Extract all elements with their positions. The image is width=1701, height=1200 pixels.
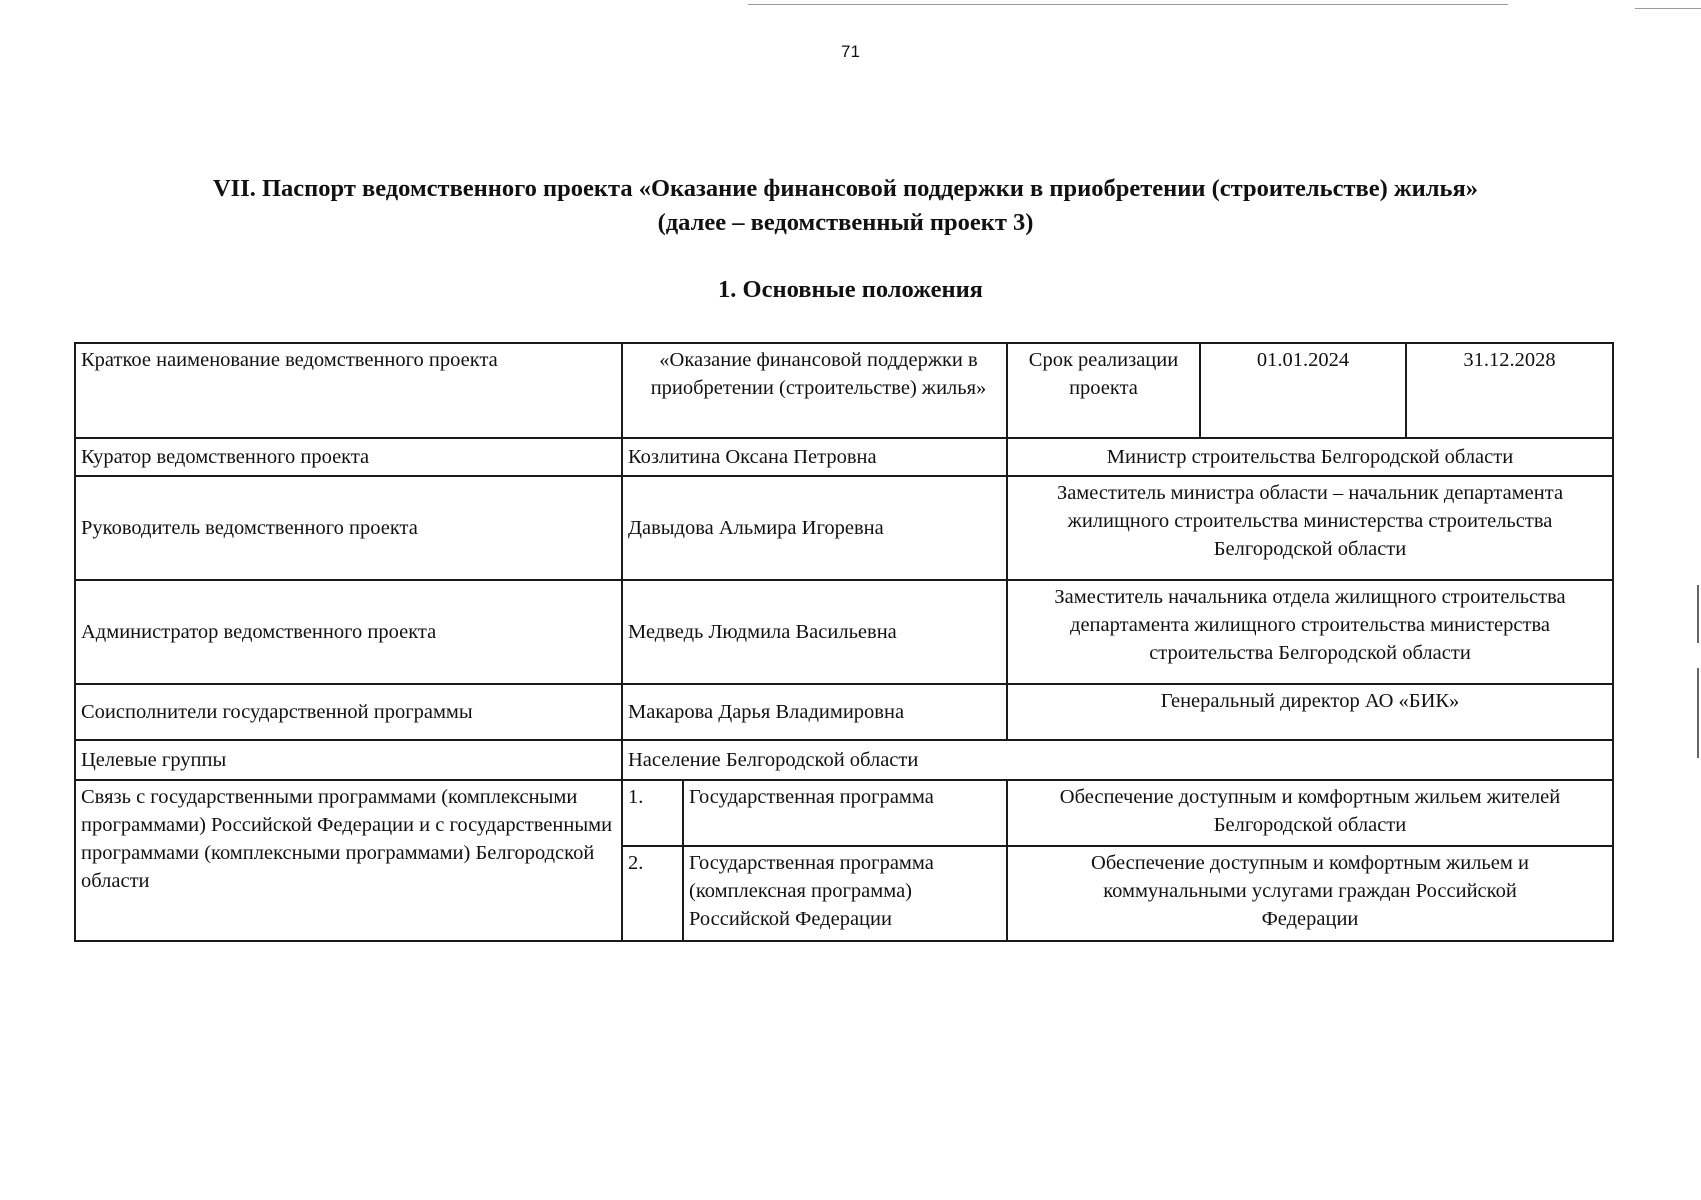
project-passport-table [74, 342, 1614, 942]
table-row-curator [75, 438, 1613, 476]
table-row-administrator [75, 580, 1613, 684]
head-position: Заместитель министра области – начальник департамента жилищного строительства министерства строительства Белгородской области [1007, 476, 1613, 580]
co-executors-position: Генеральный директор АО «БИК» [1007, 684, 1613, 740]
table-row-short-name [75, 343, 1613, 438]
scan-edge-mark [1697, 585, 1699, 643]
head-label: Руководитель ведомственного проекта [75, 476, 622, 580]
table-row-co-executors [75, 684, 1613, 740]
short-name-value: «Оказание финансовой поддержки в приобретении (строительстве) жилья» [622, 343, 1007, 438]
administrator-name: Медведь Людмила Васильевна [622, 580, 1007, 684]
document-title-line-1: VII. Паспорт ведомственного проекта «Оказание финансовой поддержки в приобретении (строительстве) жилья» [212, 175, 1479, 202]
co-executors-name: Макарова Дарья Владимировна [622, 684, 1007, 740]
page-number: 71 [841, 42, 860, 61]
program-links-label: Связь с государственными программами (комплексными программами) Российской Федерации и с государственными программами (комплексными программами) Белгородской области [75, 780, 622, 941]
program-link-type: Государственная программа (комплексная программа) Российской Федерации [683, 846, 1007, 941]
head-name: Давыдова Альмира Игоревна [622, 476, 1007, 580]
table-row-program-link-1 [75, 780, 1613, 846]
program-link-name: Обеспечение доступным и комфортным жильем жителей Белгородской области [1007, 780, 1613, 846]
administrator-label: Администратор ведомственного проекта [75, 580, 622, 684]
program-link-number: 2. [622, 846, 683, 941]
curator-label: Куратор ведомственного проекта [75, 438, 622, 476]
section-heading: 1. Основные положения [718, 276, 983, 303]
target-groups-label: Целевые группы [75, 740, 622, 780]
program-link-type: Государственная программа [683, 780, 1007, 846]
short-name-label: Краткое наименование ведомственного проекта [75, 343, 622, 438]
scan-artifact-line [748, 4, 1508, 5]
curator-name: Козлитина Оксана Петровна [622, 438, 1007, 476]
administrator-position: Заместитель начальника отдела жилищного строительства департамента жилищного строительства министерства строительства Белгородской области [1007, 580, 1613, 684]
scan-edge-mark [1697, 668, 1699, 758]
start-date: 01.01.2024 [1200, 343, 1406, 438]
end-date: 31.12.2028 [1406, 343, 1613, 438]
scan-artifact-line [1635, 8, 1701, 9]
document-title [80, 172, 1611, 240]
co-executors-label: Соисполнители государственной программы [75, 684, 622, 740]
document-title-line-2: (далее – ведомственный проект 3) [657, 209, 1034, 236]
target-groups-value: Население Белгородской области [622, 740, 1613, 780]
program-link-name: Обеспечение доступным и комфортным жильем и коммунальными услугами граждан Российской Федерации [1007, 846, 1613, 941]
curator-position: Министр строительства Белгородской области [1007, 438, 1613, 476]
program-link-number: 1. [622, 780, 683, 846]
table-row-head [75, 476, 1613, 580]
table-row-target-groups [75, 740, 1613, 780]
period-label: Срок реализации проекта [1007, 343, 1200, 438]
